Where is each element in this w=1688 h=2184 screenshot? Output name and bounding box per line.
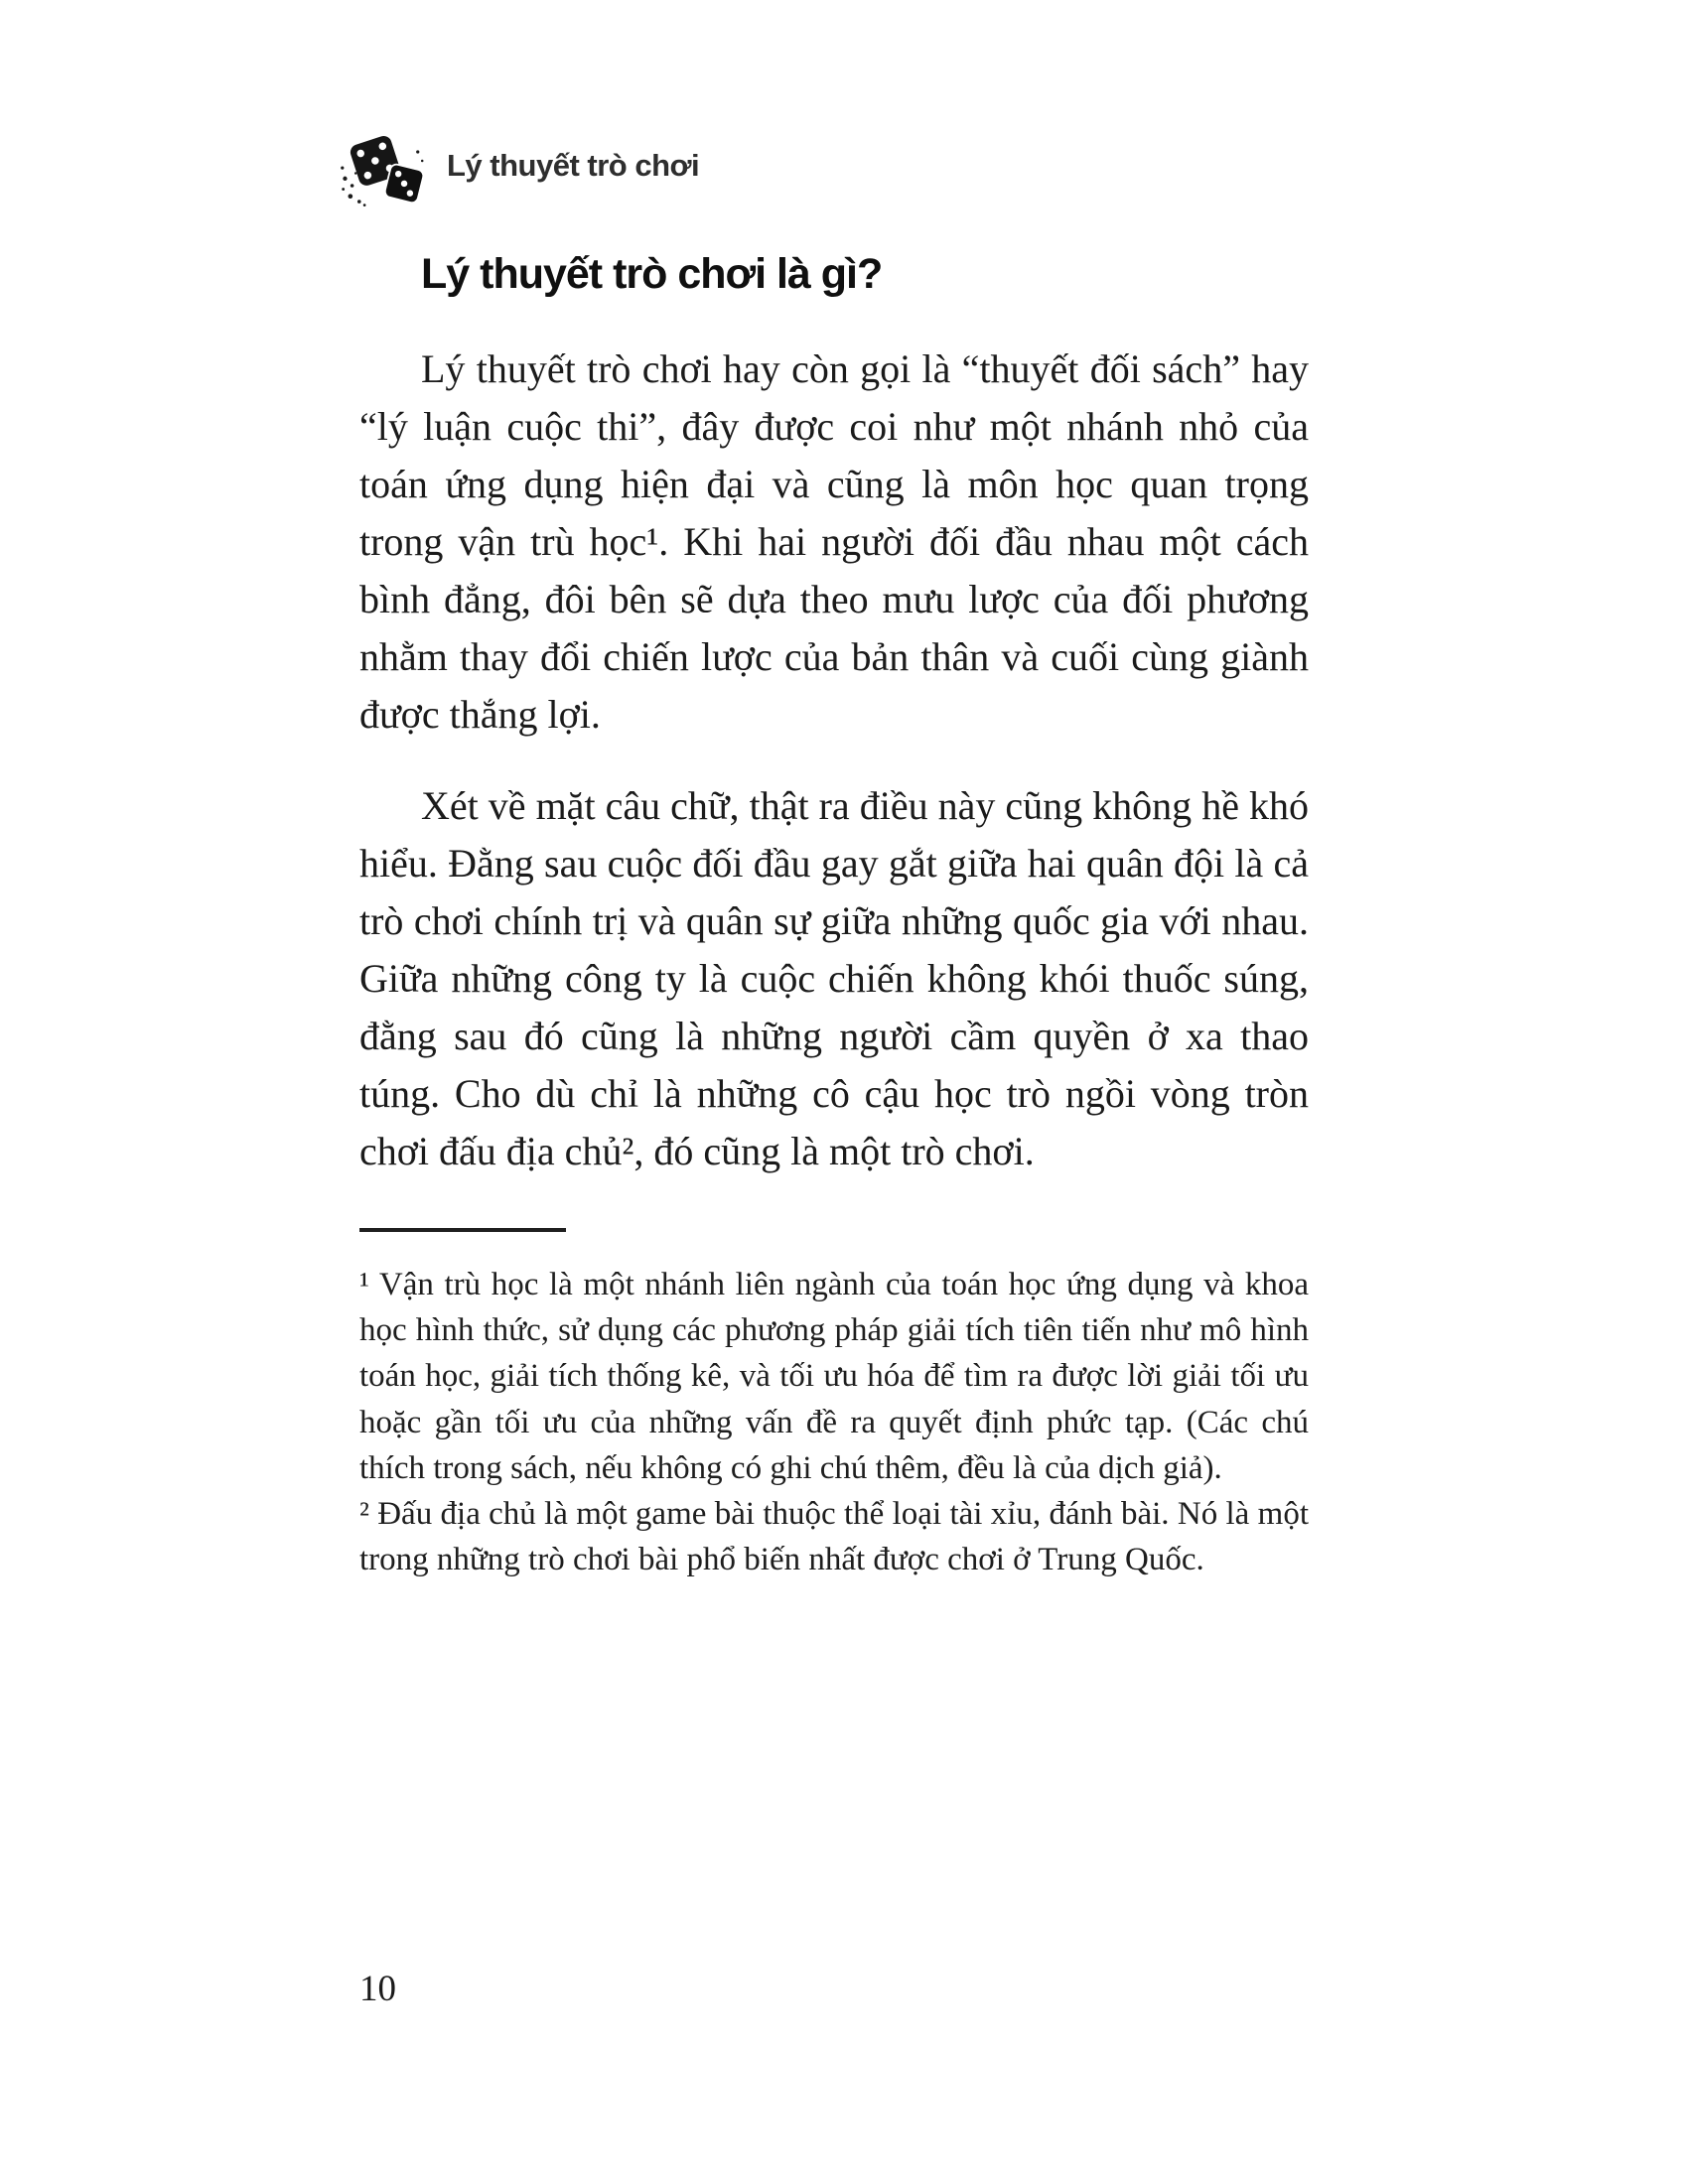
- footnote-2: ² Đấu địa chủ là một game bài thuộc thể loại tài xỉu, đánh bài. Nó là một trong những trò chơi bài phổ biến nhất được chơi ở Trung Quốc.: [359, 1495, 1309, 1578]
- body-paragraph-2: Xét về mặt câu chữ, thật ra điều này cũng không hề khó hiểu. Đằng sau cuộc đối đầu gay gắt giữa hai quân đội là cả trò chơi chính trị và quân sự giữa những quốc gia với nhau. Giữa những công ty là cuộc chiến không khói thuốc súng, đằng sau đó cũng là những người cầm quyền ở xa thao túng. Cho dù chỉ là những cô cậu học trò ngồi vòng tròn chơi đấu địa chủ², đó cũng là một trò chơi.: [359, 783, 1309, 1173]
- page-number: 10: [359, 1969, 396, 2009]
- footnote-1: ¹ Vận trù học là một nhánh liên ngành của toán học ứng dụng và khoa học hình thức, sử dụng các phương pháp giải tích tiên tiến như mô hình toán học, giải tích thống kê, và tối ưu hóa để tìm ra được lời giải tối ưu hoặc gần tối ưu của những vấn đề ra quyết định phức tạp. (Các chú thích trong sách, nếu không có ghi chú thêm, đều là của dịch giả).: [359, 1267, 1309, 1486]
- section-heading: Lý thuyết trò chơi là gì?: [421, 250, 883, 298]
- footnote-separator: [359, 1228, 566, 1232]
- body-paragraph-1: Lý thuyết trò chơi hay còn gọi là “thuyết đối sách” hay “lý luận cuộc thi”, đây được coi như một nhánh nhỏ của toán ứng dụng hiện đại và cũng là môn học quan trọng trong vận trù học¹. Khi hai người đối đầu nhau một cách bình đẳng, đôi bên sẽ dựa theo mưu lược của đối phương nhằm thay đổi chiến lược của bản thân và cuối cùng giành được thắng lợi.: [359, 346, 1309, 737]
- book-header: [338, 127, 699, 210]
- page-content: [359, 250, 1309, 1582]
- book-header-title: Lý thuyết trò chơi: [447, 148, 700, 183]
- dice-icon: [338, 127, 427, 210]
